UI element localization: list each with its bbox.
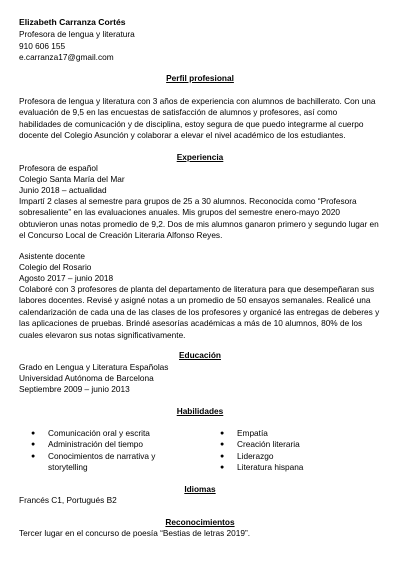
languages-heading: Idiomas — [184, 484, 216, 494]
experience-heading: Experiencia — [176, 152, 224, 162]
job-2-place: Colegio del Rosario — [19, 262, 92, 272]
awards-text: Tercer lugar en el concurso de poesía “Bestias de letras 2019”. — [19, 528, 251, 538]
job-2-dates: Agosto 2017 – junio 2018 — [19, 273, 114, 283]
candidate-name: Elizabeth Carranza Cortés — [19, 17, 126, 27]
skills-list-left — [31, 428, 181, 474]
profile-text: Profesora de lengua y literatura con 3 años de experiencia con alumnos de bachillerato. Con una evaluación de 9,5 en las encuestas de satisfacción de alumnos y profesores, así como habilidades de comunicación y de disciplina, estoy segura de que puedo integrarme al cuerpo docente del Colegio Asunción y colaborar a elevar el nivel académico de los estudiantes. — [19, 96, 376, 141]
job-1-dates: Junio 2018 – actualidad — [19, 185, 107, 195]
skill-item: ● Administración del tiempo — [31, 439, 181, 450]
skills-heading: Habilidades — [176, 406, 224, 416]
job-2-role: Asistente docente — [19, 251, 85, 261]
education-school: Universidad Autónoma de Barcelona — [19, 373, 154, 383]
awards-heading: Reconocimientos — [165, 517, 235, 527]
skill-item: ● Literatura hispana — [220, 462, 370, 473]
education-heading: Educación — [179, 350, 221, 360]
job-1-place: Colegio Santa María del Mar — [19, 174, 125, 184]
languages-text: Francés C1, Portugués B2 — [19, 495, 117, 505]
skill-item: ● Comunicación oral y escrita — [31, 428, 181, 439]
candidate-title: Profesora de lengua y literatura — [19, 29, 135, 39]
phone-number: 910 606 155 — [19, 41, 66, 51]
skill-item: ● Creación literaria — [220, 439, 370, 450]
job-1-description: Impartí 2 clases al semestre para grupos de 25 a 30 alumnos. Reconocida como “Profesora sobresaliente” en las evaluaciones anuales. Mis grupos del semestre enero-mayo 2020 obtuvieron unas notas promedio de 9,2. Dos de mis alumnos ganaron primero y segundo lugar en el Concurso Local de Creación Literaria Alfonso Reyes. — [19, 196, 379, 241]
skill-item: ● Conocimientos de narrativa y storytelling — [31, 451, 181, 474]
education-dates: Septiembre 2009 – junio 2013 — [19, 384, 130, 394]
skill-item: ● Liderazgo — [220, 451, 370, 462]
skill-item: ● Empatía — [220, 428, 370, 439]
job-2-description: Colaboré con 3 profesores de planta del departamento de literatura para que desempeñaran sus labores docentes. Revisé y asigné notas a un promedio de 50 ensayos semanales. Realicé una calendarización de cada una de las clases de los profesores y organicé las entregas de deberes y las aplicaciones de pruebas. Brindé asesorías académicas a más de 10 alumnos, 80% de los cuales elevaron sus notas significativamente. — [19, 284, 380, 340]
job-1-role: Profesora de español — [19, 163, 98, 173]
skills-list-right — [220, 428, 370, 474]
education-degree: Grado en Lengua y Literatura Españolas — [19, 362, 169, 372]
email-address: e.carranza17@gmail.com — [19, 52, 114, 62]
profile-heading: Perfil profesional — [166, 73, 234, 83]
